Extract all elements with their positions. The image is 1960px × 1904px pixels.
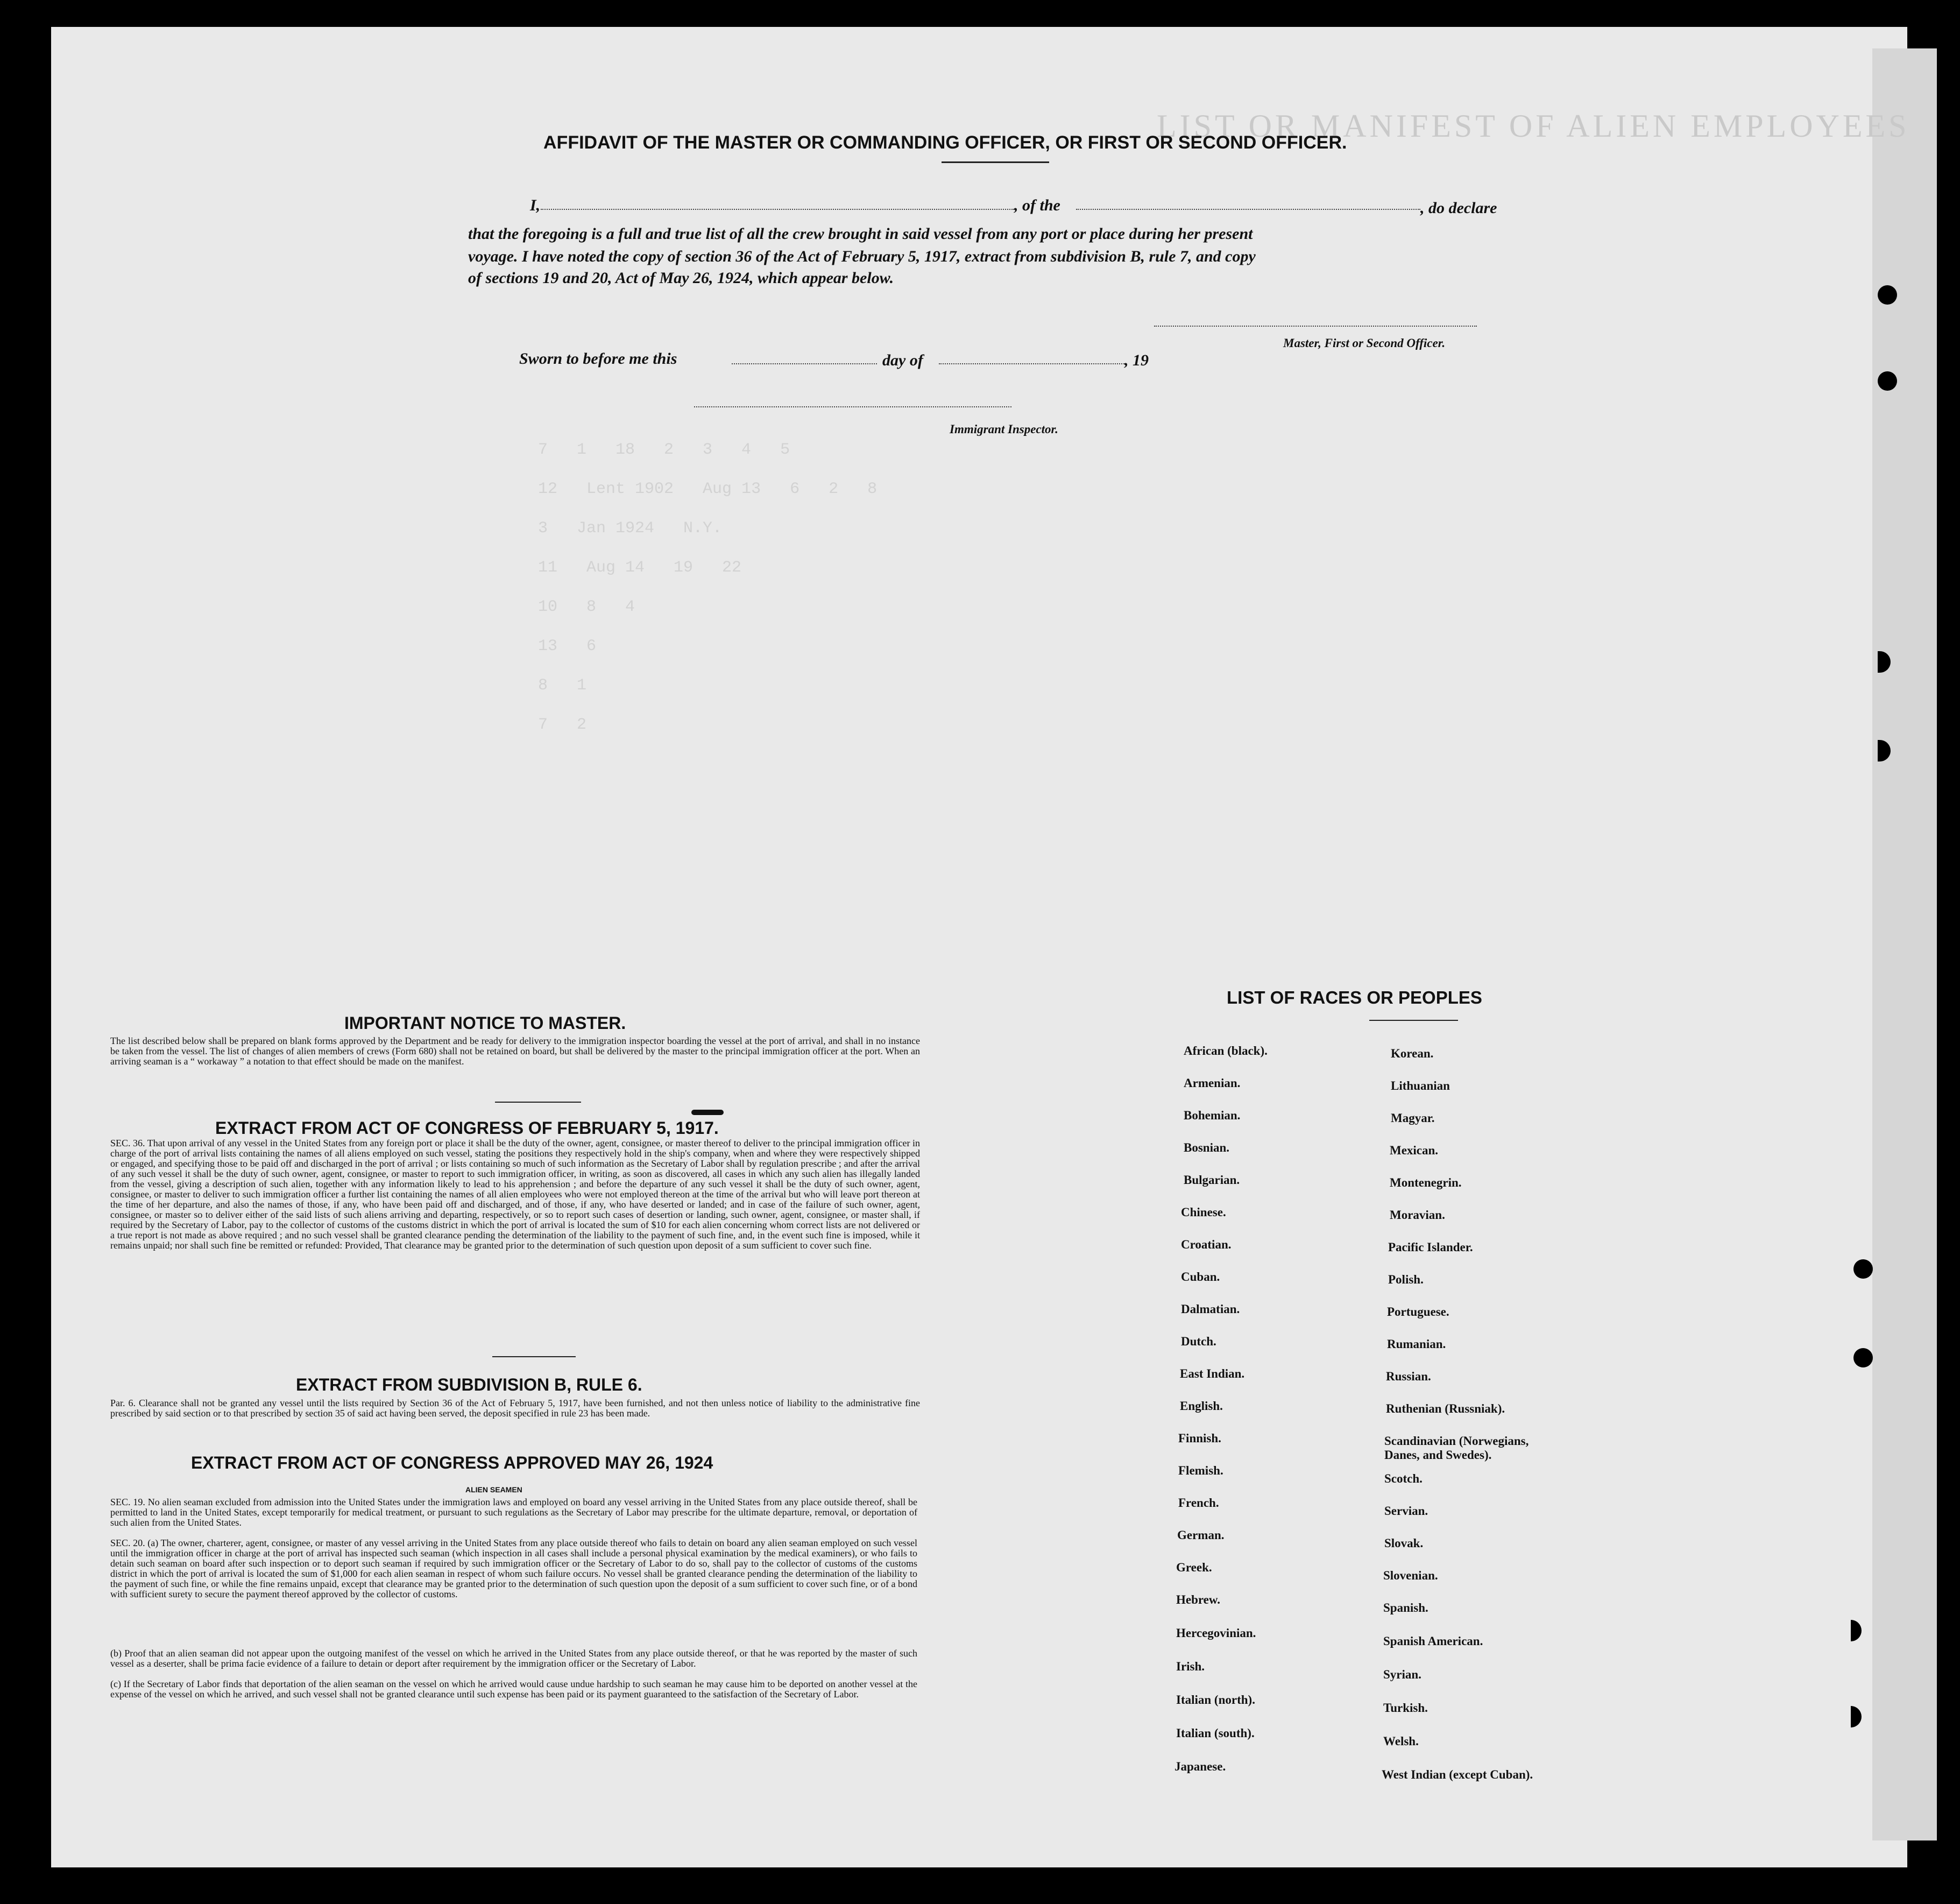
race-item: Russian. [1386, 1370, 1431, 1383]
race-item: Polish. [1388, 1273, 1424, 1286]
race-item: Bosnian. [1184, 1141, 1230, 1154]
notice-rule [495, 1102, 581, 1103]
race-item: Turkish. [1383, 1701, 1428, 1715]
race-item: Pacific Islander. [1388, 1240, 1473, 1254]
race-item: Scandinavian (Norwegians, Danes, and Swedes). [1384, 1434, 1529, 1462]
race-item: Spanish. [1383, 1601, 1428, 1614]
race-item: Flemish. [1178, 1464, 1223, 1477]
affidavit-line-1: that the foregoing is a full and true list of all the crew brought in said vessel from any port or place during her present [468, 225, 1253, 243]
binder-hole [1878, 285, 1897, 305]
extract-1924-sec20b: (b) Proof that an alien seaman did not appear upon the outgoing manifest of the vessel on which he arrived in the United States from any place outside thereof, or that he was reported by the master of such vessel as a deserter, shall be prima facie evidence of a failure to detain or deport after requirement by the immigration officer or the Secretary of Labor. [110, 1648, 917, 1669]
master-signature-label: Master, First or Second Officer. [1283, 336, 1446, 350]
affidavit-line-2: voyage. I have noted the copy of section 36 of the Act of February 5, 1917, extract from subdivision B, rule 7, and copy [468, 248, 1256, 265]
race-item: Hercegovinian. [1176, 1626, 1256, 1640]
race-item: Croatian. [1181, 1238, 1232, 1251]
races-title: LIST OF RACES OR PEOPLES [1227, 988, 1482, 1007]
name-field[interactable] [541, 209, 1014, 210]
inspector-label: Immigrant Inspector. [950, 422, 1058, 436]
race-item: Dalmatian. [1181, 1302, 1240, 1316]
notice-title: IMPORTANT NOTICE TO MASTER. [344, 1013, 626, 1033]
race-item: Chinese. [1181, 1205, 1226, 1219]
binder-hole [1853, 1348, 1873, 1367]
bleed-through-rows: 7 1 18 2 3 4 5 12 Lent 1902 Aug 13 6 2 8 3 Jan 1924 N.Y. 11 Aug 14 19 22 10 8 4 13 6 8 1 7 2 [538, 441, 878, 734]
binder-hole [1853, 1259, 1873, 1279]
race-item: Ruthenian (Russniak). [1386, 1402, 1505, 1415]
race-item: Moravian. [1390, 1208, 1445, 1222]
sworn-label: Sworn to before me this [519, 350, 677, 368]
race-item: Hebrew. [1176, 1593, 1220, 1606]
race-item: German. [1177, 1528, 1225, 1542]
race-item: Rumanian. [1387, 1337, 1446, 1351]
binder-hole [1878, 371, 1897, 391]
scribble-mark [691, 1110, 724, 1115]
race-item: Montenegrin. [1390, 1176, 1462, 1189]
day-of-label: day of [882, 351, 923, 369]
extract-1924-sec19: SEC. 19. No alien seaman excluded from admission into the United States under the immigration laws and employed on board any vessel arriving in the United States from any place outside thereof, shall be permitted to land in the United States, except temporarily for medical treatment, or pursuant to such regulations as the Secretary of Labor may prescribe for the ultimate departure, removal, or deportation of such alien from the United States. [110, 1497, 917, 1528]
notice-body: The list described below shall be prepared on blank forms approved by the Department and be ready for delivery to the immigration inspector boarding the vessel at the port of arrival, and shall in no instance be taken from the vessel. The list of changes of alien members of crews (Form 680) shall not be retained on board, but shall be delivered by the master to the principal immigration officer at the port. When an arriving seaman is a “ workaway ” a notation to that effect should be made on the manifest. [110, 1035, 920, 1067]
affidavit-title: AFFIDAVIT OF THE MASTER OR COMMANDING OFFICER, OR FIRST OR SECOND OFFICER. [543, 132, 1347, 153]
extract-b-body: Par. 6. Clearance shall not be granted any vessel until the lists required by Section 36 of the Act of February 5, 1917, have been furnished, and not then unless notice of liability to the administrative fine prescribed by said section or to that prescribed by section 35 of said act having been served, the deposit specified in rule 23 has been made. [110, 1398, 920, 1419]
race-item: Italian (north). [1176, 1693, 1255, 1706]
extract-1924-title: EXTRACT FROM ACT OF CONGRESS APPROVED MAY 26, 1924 [191, 1453, 713, 1472]
extract-b-title: EXTRACT FROM SUBDIVISION B, RULE 6. [296, 1375, 642, 1394]
sworn-day-field[interactable] [732, 363, 877, 364]
race-item: Syrian. [1383, 1668, 1421, 1681]
race-item: Italian (south). [1176, 1726, 1255, 1740]
race-item: Magyar. [1391, 1111, 1435, 1125]
bleed-through-text: LIST OR MANIFEST OF ALIEN EMPLOYEES [1157, 108, 1910, 144]
vessel-field[interactable] [1076, 209, 1420, 210]
extract-1917-title: EXTRACT FROM ACT OF CONGRESS OF FEBRUARY 5, 1917. [215, 1118, 719, 1138]
extract-1924-sec20a: SEC. 20. (a) The owner, charterer, agent, consignee, or master of any vessel arriving in the United States from any place outside thereof who fails to detain on board any alien seaman employed on such vessel until the immigration officer in charge at the port of arrival has inspected such seaman (which inspection in all cases shall include a personal physical examination by the medical examiners), or who fails to detain such seaman on board after such inspection or to deport such seaman if required by such immigration officer or the Secretary of Labor to do so, shall pay to the collector of customs of the customs district in which the port of arrival is located the sum of $1,000 for each alien seaman in respect of whom such failure occurs. No vessel shall be granted clearance pending the determination of the liability to the payment of such fine, or while the fine remains unpaid, except that clearance may be granted prior to the determination of such question upon the deposit of a sum sufficient to cover such fine, or of a bond with sufficient surety to secure the payment thereof approved by the collector of customs. [110, 1538, 917, 1599]
affidavit-line-3: of sections 19 and 20, Act of May 26, 1924, which appear below. [468, 269, 894, 287]
race-item: Finnish. [1178, 1431, 1221, 1445]
race-item: Japanese. [1174, 1760, 1226, 1773]
race-item: Lithuanian [1391, 1079, 1450, 1092]
race-item: Scotch. [1384, 1472, 1423, 1485]
race-item: English. [1180, 1399, 1223, 1413]
race-item: Cuban. [1181, 1270, 1220, 1284]
extract-1924-subtitle: ALIEN SEAMEN [465, 1485, 522, 1494]
race-item: Korean. [1391, 1047, 1434, 1060]
race-item: Dutch. [1181, 1335, 1216, 1348]
inspector-signature-field[interactable] [694, 406, 1011, 407]
race-item: Portuguese. [1387, 1305, 1449, 1318]
race-item: Servian. [1384, 1504, 1428, 1518]
race-item: West Indian (except Cuban). [1382, 1768, 1533, 1781]
race-item: Bulgarian. [1184, 1173, 1240, 1187]
race-item: Slovak. [1384, 1536, 1424, 1550]
race-item: Mexican. [1390, 1144, 1439, 1157]
race-item: East Indian. [1180, 1367, 1245, 1380]
affidavit-do-declare: , do declare [1420, 199, 1497, 217]
race-item: Welsh. [1383, 1734, 1419, 1748]
race-item: Armenian. [1184, 1076, 1241, 1090]
race-item: Greek. [1176, 1561, 1212, 1574]
extract-1917-body: SEC. 36. That upon arrival of any vessel in the United States from any foreign port or place it shall be the duty of the owner, agent, consignee, or master thereof to deliver to the principal immigration officer in charge of the port of arrival lists containing the names of all aliens employed on such vessel, stating the positions they respectively hold in the ship's company, when and where they were respectively shipped or engaged, and specifying those to be paid off and discharged in the port of arrival ; or lists containing so much of such information as the Secretary of Labor shall by regulation prescribe ; and after the arrival of any such vessel it shall be the duty of such owner, agent, consignee, or master to report to such immigration officer, in writing, as soon as discovered, all cases in which any such alien has illegally landed from the vessel, giving a description of such alien, together with any information likely to lead to his apprehension ; and before the departure of any such vessel it shall be the duty of such owner, agent, consignee, or master to deliver to such immigration officer a further list containing the names of all alien employees who were not employed thereon at the time of the arrival but who will leave port thereon at the time of her departure, and also the names of those, if any, who have been paid off and discharged, and of those, if any, who have deserted or landed; and in case of the failure of such owner, agent, consignee, or master so to deliver either of the said lists of such aliens arriving and departing, respectively, or so to report such cases of desertion or landing, such owner, agent, consignee, or master shall, if required by the Secretary of Labor, pay to the collector of customs of the customs district in which the port of arrival is located the sum of $10 for each alien concerning whom correct lists are not delivered or a true report is not made as above required ; and no such vessel shall be granted clearance pending the determination of the liability to the payment of such fine, and, in the event such fine is imposed, while it remains unpaid; nor shall such fine be remitted or refunded: Provided, That clearance may be granted prior to the determination of such question upon deposit of a sum sufficient to cover such fine. [110, 1138, 920, 1251]
race-item: Slovenian. [1383, 1569, 1438, 1582]
extract-1924-sec20c: (c) If the Secretary of Labor finds that deportation of the alien seaman on the vessel on which he arrived would cause undue hardship to such seaman he may cause him to be deported on another vessel at the expense of the vessel on which he arrived, and such vessel shall not be granted clearance until such expense has been paid or its payment guaranteed to the satisfaction of the Secretary of Labor. [110, 1679, 917, 1700]
race-item: Irish. [1176, 1660, 1205, 1673]
affidavit-title-rule [942, 161, 1049, 163]
affidavit-of-the: , of the [1014, 196, 1060, 214]
affidavit-i: I, [530, 196, 541, 214]
sworn-month-field[interactable] [939, 363, 1124, 364]
race-item: French. [1178, 1496, 1219, 1510]
race-item: African (black). [1184, 1044, 1268, 1057]
races-rule [1369, 1020, 1458, 1021]
race-item: Bohemian. [1184, 1109, 1241, 1122]
race-item: Spanish American. [1383, 1634, 1483, 1648]
extract-1917-rule [492, 1356, 576, 1357]
underlying-page-edge [1872, 48, 1937, 1840]
master-signature-field[interactable] [1154, 326, 1477, 327]
year-label: , 19 [1124, 351, 1149, 369]
